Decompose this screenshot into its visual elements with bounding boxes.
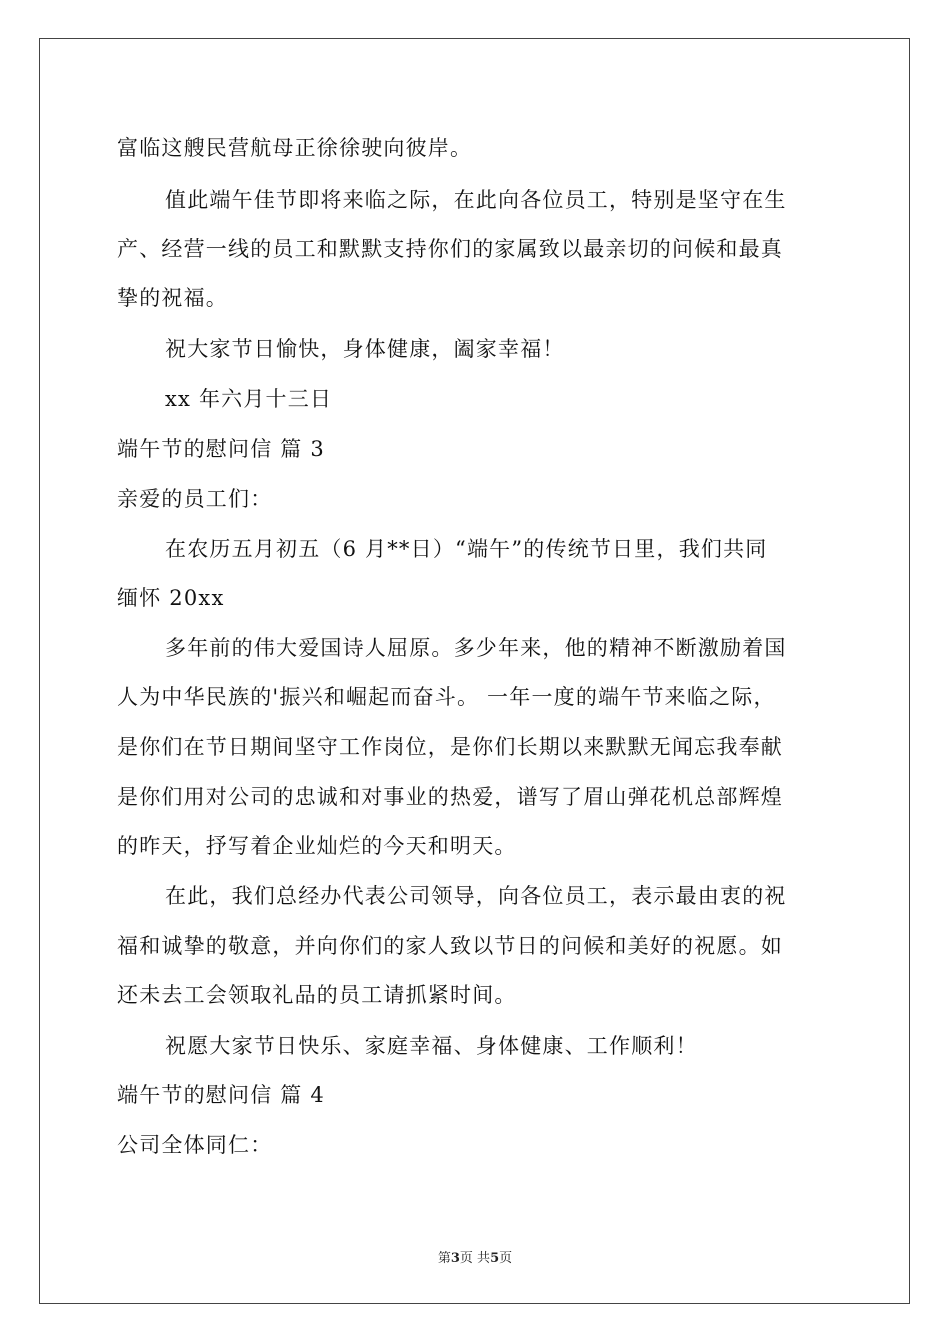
body-line: 祝愿大家节日快乐、家庭幸福、身体健康、工作顺利！ (165, 1034, 698, 1058)
section-heading: 端午节的慰问信 篇 4 (117, 1083, 325, 1107)
page-number-footer (0, 1247, 950, 1266)
page-frame (39, 38, 910, 1304)
section-heading: 端午节的慰问信 篇 3 (117, 437, 325, 461)
footer-prefix: 第 (437, 1251, 451, 1266)
body-line: 值此端午佳节即将来临之际，在此向各位员工，特别是坚守在生 (165, 188, 787, 212)
salutation: 亲爱的员工们： (117, 487, 273, 511)
body-line: 是你们用对公司的忠诚和对事业的热爱，谱写了眉山弹花机总部辉煌 (117, 785, 783, 809)
body-line: 挚的祝福。 (117, 286, 228, 310)
body-line: 在农历五月初五（6 月**日）“端午”的传统节日里，我们共同 (165, 537, 768, 561)
body-line: 祝大家节日愉快，身体健康，阖家幸福！ (165, 337, 565, 361)
body-line: 的昨天，抒写着企业灿烂的今天和明天。 (117, 834, 517, 858)
footer-current-page: 3 (450, 1251, 460, 1266)
footer-mid: 页 共 (459, 1251, 491, 1266)
date-line: xx 年六月十三日 (165, 387, 333, 411)
body-line: 在此，我们总经办代表公司领导，向各位员工，表示最由衷的祝 (165, 884, 787, 908)
body-line: 人为中华民族的'振兴和崛起而奋斗。 一年一度的端午节来临之际， (117, 685, 776, 709)
body-line: 产、经营一线的员工和默默支持你们的家属致以最亲切的问候和最真 (117, 237, 783, 261)
body-line: 缅怀 20xx (117, 586, 225, 610)
body-line: 还未去工会领取礼品的员工请抓紧时间。 (117, 983, 517, 1007)
body-line: 是你们在节日期间坚守工作岗位，是你们长期以来默默无闻忘我奉献 (117, 735, 783, 759)
body-line: 福和诚挚的敬意，并向你们的家人致以节日的问候和美好的祝愿。如 (117, 934, 783, 958)
body-line: 多年前的伟大爱国诗人屈原。多少年来，他的精神不断激励着国 (165, 636, 787, 660)
footer-total-pages: 5 (490, 1251, 500, 1266)
salutation: 公司全体同仁： (117, 1133, 273, 1157)
footer-suffix: 页 (499, 1251, 513, 1266)
body-line: 富临这艘民营航母正徐徐驶向彼岸。 (117, 136, 473, 160)
